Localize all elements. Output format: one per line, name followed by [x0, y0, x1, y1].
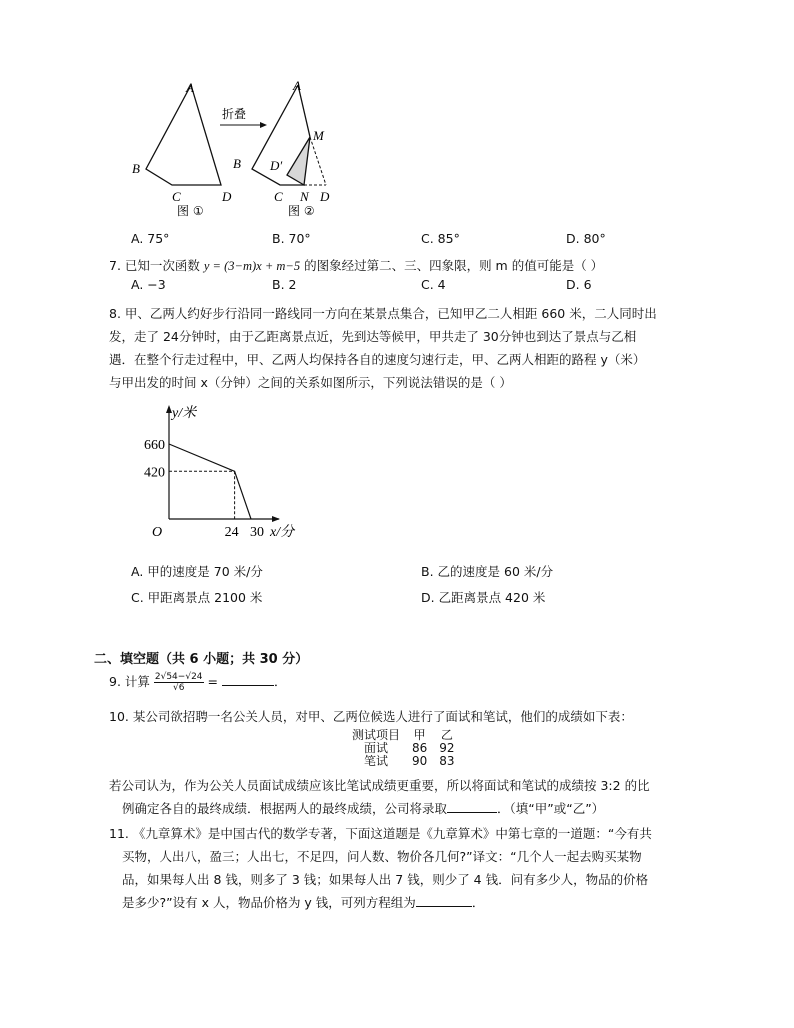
q11-line-2: 买物，人出八，盈三；人出七，不足四，问人数、物价各几何?”译文：“几个人一起去购买某物	[122, 849, 642, 864]
q6-option-b[interactable]: B. 70°	[272, 231, 311, 246]
q6-option-a[interactable]: A. 75°	[131, 231, 170, 246]
section-2-title: 二、填空题（共 6 小题；共 30 分）	[94, 652, 309, 667]
q7-option-c[interactable]: C. 4	[421, 277, 446, 292]
q8-option-b[interactable]: B. 乙的速度是 60 米/分	[421, 564, 554, 579]
fig1-label-A: A	[186, 80, 194, 95]
table-row-label: 笔试	[364, 754, 389, 768]
table-cell: 92	[439, 741, 455, 755]
q8-option-c[interactable]: C. 甲距离景点 2100 米	[131, 590, 263, 605]
y-tick-label-660: 660	[144, 438, 165, 453]
fig2-label-A: A	[293, 78, 301, 93]
fig2-caption: 图 ②	[288, 204, 315, 218]
fig2-label-D: D	[320, 189, 330, 204]
q6-option-d[interactable]: D. 80°	[566, 231, 606, 246]
q11-line-1: 11. 《九章算术》是中国古代的数学专著，下面这道题是《九章算术》中第七章的一道题：“今有共	[109, 826, 652, 841]
q8-option-a[interactable]: A. 甲的速度是 70 米/分	[131, 564, 263, 579]
y-axis-label: y/米	[172, 406, 197, 421]
y-tick-label-420: 420	[144, 465, 165, 481]
q11-line-3: 品，如果每人出 8 钱，则多了 3 钱；如果每人出 7 钱，则少了 4 钱．问有多少人，物品的价格	[122, 872, 649, 887]
origin-label: O	[152, 525, 163, 540]
q10-stem: 10. 某公司欲招聘一名公关人员，对甲、乙两位候选人进行了面试和笔试，他们的成绩如下表：	[109, 709, 633, 724]
fig2-label-Dprime: D′	[270, 158, 283, 173]
fig2-label-M: M	[313, 128, 324, 143]
x-axis-label: x/分	[270, 525, 295, 540]
q8-line-3: 遇．在整个行走过程中，甲、乙两人均保持各自的速度匀速行走，甲、乙两人相距的路程 y（米）	[109, 352, 646, 367]
q7-formula: y = (3−m)x + m−5	[203, 259, 301, 273]
q11-answer-blank[interactable]	[416, 894, 472, 907]
fold-arrowhead	[260, 122, 267, 128]
q9-fraction: $\frac{2√54-√24}{√6}$	[154, 672, 203, 693]
geometry-figures	[120, 72, 350, 222]
distance-time-chart	[130, 403, 320, 545]
table-cell: 90	[412, 754, 428, 768]
fig2-label-N: N	[300, 189, 309, 204]
table-header-yi: 乙	[440, 728, 453, 742]
fig1-label-B: B	[132, 161, 140, 176]
fold-label: 折叠	[222, 107, 247, 121]
fig2-label-C: C	[274, 189, 283, 204]
q8-line-2: 发，走了 24分钟时，由于乙距离景点近，先到达等候甲，甲共走了 30分钟也到达了景点与乙相	[109, 329, 637, 344]
x-tick-label-30: 30	[250, 525, 264, 540]
q10-line-2: 若公司认为，作为公关人员面试成绩应该比笔试成绩更重要，所以将面试和笔试的成绩按 3:2 的比	[109, 778, 650, 793]
q11-line-4: 是多少?”设有 x 人，物品价格为 y 钱，可列方程组为 ．	[122, 895, 485, 910]
fig1-quadrilateral	[146, 85, 221, 185]
q10-score-table	[346, 729, 461, 768]
q7-stem: 7. 已知一次函数 y = (3−m)x + m−5 的图象经过第二、三、四象限，则 m 的值可能是（ ）	[109, 258, 604, 273]
series-line	[169, 444, 251, 519]
x-tick-label-24: 24	[224, 525, 239, 540]
q7-option-a[interactable]: A. −3	[131, 277, 166, 292]
table-row-label: 面试	[364, 741, 389, 755]
q10-line-3: 例确定各自的最终成绩．根据两人的最终成绩，公司将录取 ．（填“甲”或“乙”）	[122, 801, 605, 816]
fig2-folded-triangle	[287, 137, 310, 185]
table-cell: 83	[439, 754, 455, 768]
fig1-label-C: C	[172, 189, 181, 204]
q10-answer-blank[interactable]	[447, 800, 497, 813]
q8-line-4: 与甲出发的时间 x（分钟）之间的关系如图所示，下列说法错误的是（ ）	[109, 375, 512, 390]
fig1-caption: 图 ①	[177, 204, 204, 218]
q8-line-1: 8. 甲、乙两人约好步行沿同一路线同一方向在某景点集合，已知甲乙二人相距 660 米，二人同时出	[109, 306, 657, 321]
q6-option-c[interactable]: C. 85°	[421, 231, 460, 246]
q8-option-d[interactable]: D. 乙距离景点 420 米	[421, 590, 546, 605]
q9: 9. 计算 $\frac{2√54-√24}{√6}$ = ．	[109, 672, 287, 693]
x-axis-arrow	[272, 516, 280, 522]
table-header-item: 测试项目	[352, 728, 401, 742]
q7-option-d[interactable]: D. 6	[566, 277, 592, 292]
fig2-label-B: B	[233, 156, 241, 171]
q9-answer-blank[interactable]	[222, 673, 274, 686]
q7-option-b[interactable]: B. 2	[272, 277, 297, 292]
table-cell: 86	[412, 741, 428, 755]
fig2-dashed-MD	[310, 137, 326, 185]
fig1-label-D: D	[222, 189, 232, 204]
table-header-jia: 甲	[413, 728, 426, 742]
